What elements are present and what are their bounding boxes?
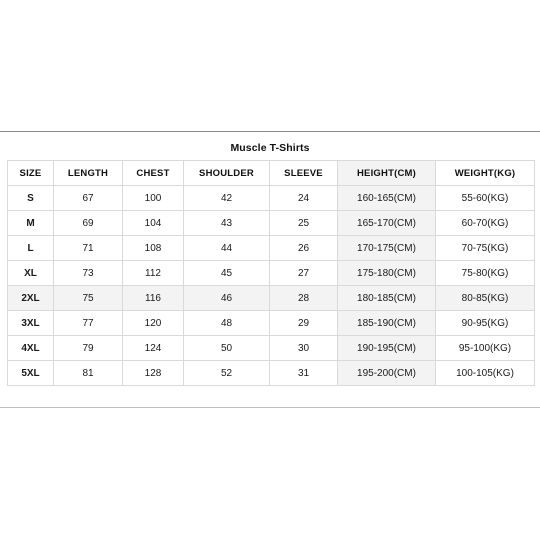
weight-cell: 75-80(KG) xyxy=(436,261,535,286)
header-length: LENGTH xyxy=(54,161,123,186)
length-cell: 75 xyxy=(54,286,123,311)
height-cell: 185-190(CM) xyxy=(338,311,436,336)
shoulder-cell: 46 xyxy=(184,286,270,311)
sleeve-cell: 30 xyxy=(270,336,338,361)
header-shoulder: SHOULDER xyxy=(184,161,270,186)
sleeve-cell: 26 xyxy=(270,236,338,261)
sleeve-cell: 28 xyxy=(270,286,338,311)
shoulder-cell: 45 xyxy=(184,261,270,286)
sleeve-cell: 25 xyxy=(270,211,338,236)
table-row xyxy=(8,186,535,211)
size-cell: S xyxy=(8,186,54,211)
shoulder-cell: 42 xyxy=(184,186,270,211)
weight-cell: 95-100(KG) xyxy=(436,336,535,361)
header-row xyxy=(8,161,535,186)
shoulder-cell: 50 xyxy=(184,336,270,361)
height-cell: 180-185(CM) xyxy=(338,286,436,311)
height-cell: 175-180(CM) xyxy=(338,261,436,286)
chest-cell: 104 xyxy=(123,211,184,236)
table-row xyxy=(8,286,535,311)
header-weight: WEIGHT(KG) xyxy=(436,161,535,186)
length-cell: 73 xyxy=(54,261,123,286)
chest-cell: 108 xyxy=(123,236,184,261)
shoulder-cell: 48 xyxy=(184,311,270,336)
sleeve-cell: 27 xyxy=(270,261,338,286)
header-sleeve: SLEEVE xyxy=(270,161,338,186)
sleeve-cell: 24 xyxy=(270,186,338,211)
height-cell: 190-195(CM) xyxy=(338,336,436,361)
table-row xyxy=(8,311,535,336)
length-cell: 79 xyxy=(54,336,123,361)
table-row xyxy=(8,236,535,261)
height-cell: 165-170(CM) xyxy=(338,211,436,236)
height-cell: 160-165(CM) xyxy=(338,186,436,211)
size-cell: XL xyxy=(8,261,54,286)
chest-cell: 128 xyxy=(123,361,184,386)
chest-cell: 112 xyxy=(123,261,184,286)
weight-cell: 80-85(KG) xyxy=(436,286,535,311)
shoulder-cell: 52 xyxy=(184,361,270,386)
size-table xyxy=(7,160,535,386)
table-row xyxy=(8,336,535,361)
height-cell: 195-200(CM) xyxy=(338,361,436,386)
size-cell: M xyxy=(8,211,54,236)
chart-title: Muscle T-Shirts xyxy=(230,142,310,154)
header-chest: CHEST xyxy=(123,161,184,186)
size-cell: 3XL xyxy=(8,311,54,336)
size-chart xyxy=(0,131,540,408)
size-cell: 2XL xyxy=(8,286,54,311)
size-cell: 4XL xyxy=(8,336,54,361)
sleeve-cell: 29 xyxy=(270,311,338,336)
shoulder-cell: 44 xyxy=(184,236,270,261)
length-cell: 71 xyxy=(54,236,123,261)
size-cell: 5XL xyxy=(8,361,54,386)
table-row xyxy=(8,211,535,236)
table-row xyxy=(8,361,535,386)
shoulder-cell: 43 xyxy=(184,211,270,236)
sleeve-cell: 31 xyxy=(270,361,338,386)
size-cell: L xyxy=(8,236,54,261)
height-cell: 170-175(CM) xyxy=(338,236,436,261)
weight-cell: 60-70(KG) xyxy=(436,211,535,236)
weight-cell: 70-75(KG) xyxy=(436,236,535,261)
weight-cell: 55-60(KG) xyxy=(436,186,535,211)
chest-cell: 116 xyxy=(123,286,184,311)
length-cell: 81 xyxy=(54,361,123,386)
header-height: HEIGHT(CM) xyxy=(338,161,436,186)
weight-cell: 90-95(KG) xyxy=(436,311,535,336)
length-cell: 67 xyxy=(54,186,123,211)
length-cell: 77 xyxy=(54,311,123,336)
table-row xyxy=(8,261,535,286)
length-cell: 69 xyxy=(54,211,123,236)
header-size: SIZE xyxy=(8,161,54,186)
chest-cell: 124 xyxy=(123,336,184,361)
chest-cell: 120 xyxy=(123,311,184,336)
chest-cell: 100 xyxy=(123,186,184,211)
weight-cell: 100-105(KG) xyxy=(436,361,535,386)
